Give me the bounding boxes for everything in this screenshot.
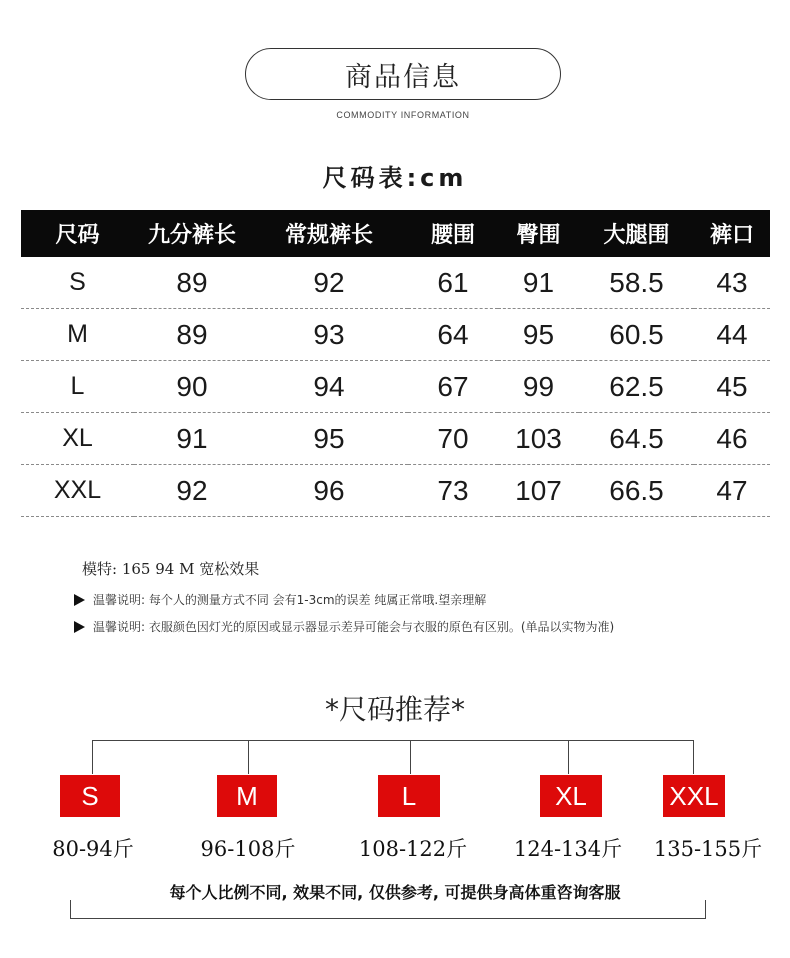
size-badge-m: M: [217, 775, 277, 817]
table-cell: L: [21, 361, 134, 413]
column-header: 九分裤长: [134, 210, 250, 257]
column-header: 大腿围: [579, 210, 694, 257]
table-row: [21, 257, 770, 309]
footer-bracket: [705, 900, 706, 919]
weight-range: 108-122斤: [358, 837, 468, 861]
table-cell: 89: [134, 257, 250, 309]
table-header-row: [21, 210, 770, 257]
bracket-tick: [410, 740, 411, 774]
tip-line: [74, 591, 486, 608]
weight-range: 80-94斤: [52, 837, 134, 861]
weight-range: 96-108斤: [200, 837, 296, 861]
size-chart-title: 尺码表:cm: [322, 164, 468, 192]
recommendation-title: *尺码推荐*: [324, 693, 465, 726]
tip-line: [74, 618, 614, 635]
table-cell: 103: [498, 413, 579, 465]
size-badge-xl: XL: [540, 775, 602, 817]
table-cell: 64.5: [579, 413, 694, 465]
table-cell: 45: [694, 361, 770, 413]
table-cell: 94: [250, 361, 408, 413]
section-title: 商品信息: [345, 61, 461, 93]
table-cell: 66.5: [579, 465, 694, 517]
triangle-right-icon: [74, 621, 85, 633]
table-cell: 93: [250, 309, 408, 361]
model-note: 模特: 165 94 M 宽松效果: [82, 560, 260, 578]
size-badge-s: S: [60, 775, 120, 817]
table-cell: 91: [134, 413, 250, 465]
table-cell: 91: [498, 257, 579, 309]
table-cell: 90: [134, 361, 250, 413]
footer-bracket: [70, 900, 71, 919]
column-header: 尺码: [21, 210, 134, 257]
table-cell: 92: [250, 257, 408, 309]
table-cell: 107: [498, 465, 579, 517]
size-badge-xxl: XXL: [663, 775, 725, 817]
triangle-right-icon: [74, 594, 85, 606]
table-cell: 58.5: [579, 257, 694, 309]
table-cell: 44: [694, 309, 770, 361]
table-cell: XL: [21, 413, 134, 465]
table-cell: S: [21, 257, 134, 309]
section-subtitle: COMMODITY INFORMATION: [336, 110, 470, 120]
size-table: [21, 210, 770, 517]
table-cell: 89: [134, 309, 250, 361]
column-header: 臀围: [498, 210, 579, 257]
table-cell: 43: [694, 257, 770, 309]
table-cell: 70: [408, 413, 498, 465]
table-cell: 96: [250, 465, 408, 517]
tip-text: 温馨说明: 衣服颜色因灯光的原因或显示器显示差异可能会与衣服的原色有区别。(单品以实物为准): [93, 620, 615, 634]
table-cell: 73: [408, 465, 498, 517]
table-cell: 46: [694, 413, 770, 465]
table-cell: 64: [408, 309, 498, 361]
table-cell: 67: [408, 361, 498, 413]
column-header: 腰围: [408, 210, 498, 257]
weight-range: 124-134斤: [513, 837, 623, 861]
column-header: 裤口: [694, 210, 770, 257]
table-cell: 95: [498, 309, 579, 361]
table-cell: M: [21, 309, 134, 361]
table-row: [21, 309, 770, 361]
table-cell: 60.5: [579, 309, 694, 361]
bracket-tick: [693, 740, 694, 774]
table-row: [21, 361, 770, 413]
bracket-tick: [248, 740, 249, 774]
bracket-line: [92, 740, 694, 741]
size-badge-l: L: [378, 775, 440, 817]
table-cell: 47: [694, 465, 770, 517]
tip-text: 温馨说明: 每个人的测量方式不同 会有1-3cm的误差 纯属正常哦.望亲理解: [93, 593, 487, 607]
column-header: 常规裤长: [250, 210, 408, 257]
table-cell: 62.5: [579, 361, 694, 413]
footer-bracket: [70, 918, 706, 919]
table-row: [21, 413, 770, 465]
table-cell: 95: [250, 413, 408, 465]
table-cell: 61: [408, 257, 498, 309]
table-cell: 92: [134, 465, 250, 517]
table-row: [21, 465, 770, 517]
table-cell: 99: [498, 361, 579, 413]
weight-range: 135-155斤: [653, 837, 763, 861]
bracket-tick: [568, 740, 569, 774]
bracket-tick: [92, 740, 93, 774]
footer-note: 每个人比例不同, 效果不同, 仅供参考, 可提供身高体重咨询客服: [169, 883, 621, 902]
section-title-pill: [245, 48, 561, 100]
table-cell: XXL: [21, 465, 134, 517]
